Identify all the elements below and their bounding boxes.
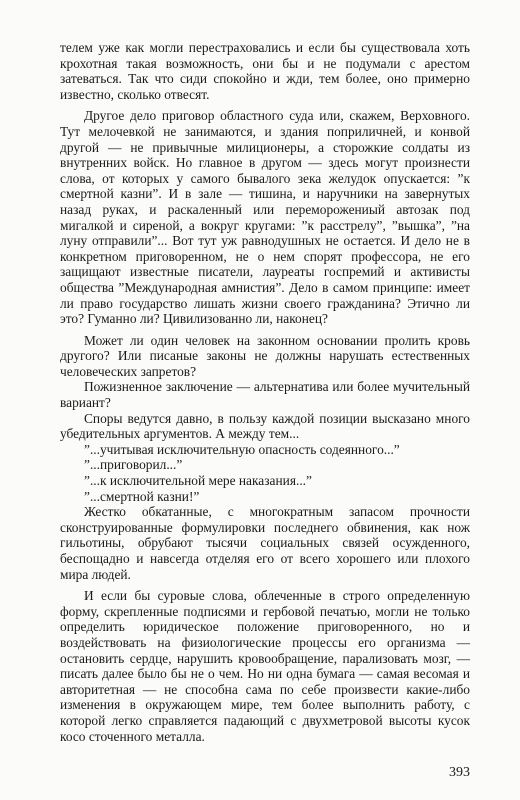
quote-line-4: ”...смертной казни!” <box>84 488 200 504</box>
paragraph-7: И если бы суровые слова, облеченные в строго определенную форму, скрепленные подписями и гербовой печатью, могли не только определить юридическое положение приговоренного, но и воздействовать на физиологические процессы его организма — остановить сердце, нарушить кровообращение, парализовать мозг, — писать далее было бы не о чем. Но ни одна бумага — самая весомая и авторитетная — не способна сама по себе произвести какие-либо изменения в окружающем мире, тем более выполнить работу, с которой легко справляется падающий с двухметровой высоты кусок косо сточенного металла. <box>60 588 470 744</box>
paragraph-5: Споры ведутся давно, в пользу каждой позиции высказано много убедительных аргументов. А между тем... <box>60 410 470 442</box>
paragraph-3: Может ли один человек на законном основании пролить кровь другого? Или писаные законы не должны нарушать естественных человеческих запретов? <box>60 332 470 379</box>
paragraph-2: Другое дело приговор областного суда или, скажем, Верховного. Тут мелочевкой не занимаются, и здания поприличней, и конвой другой — не привычные милиционеры, а сторожкие солдаты из внутренних войск. Но главное в другом — здесь могут произнести слова, от которых у самого бывалого зека желудок опускается: ”к смертной казни”. И в зале — тишина, и наручники на завернутых назад руках, и раскаленный или переморожениый автозак под мигалкой и сиреной, а вокруг кругами: ”к расстрелу”, ”вышка”, ”на луну отправили”... Вот тут уж равнодушных не остается. И дело не в конкретном приговоренном, не о нем спорят профессора, не его защищают известные писатели, лауреаты госпремий и активисты общества ”Международная амнистия”. Дело в самом принципе: имеет ли право государство лишать жизни своего гражданина? Этично ли это? Гуманно ли? Цивилизованно ли, наконец? <box>60 108 470 327</box>
paragraph-6: Жестко обкатанные, с многократным запасом прочности сконструированные формулировки последнего обвинения, как нож гильотины, обрубают тысячи социальных связей осужденного, беспощадно и навсегда отделяя его от всего хорошего или плохого мира людей. <box>60 504 470 582</box>
quote-line-2: ”...приговорил...” <box>84 457 183 473</box>
body-text <box>60 40 470 744</box>
paragraph-4: Пожизненное заключение — альтернатива или более мучительный вариант? <box>60 379 470 411</box>
quote-line-3: ”...к исключительной мере наказания...” <box>84 473 312 489</box>
quote-line-1: ”...учитывая исключительную опасность содеянного...” <box>84 441 400 457</box>
paragraph-1: телем уже как могли перестраховались и если бы существовала хоть крохотная такая возможность, они бы и не подумали с арестом затеваться. Так что сиди спокойно и жди, тем более, оно примерно известно, сколько отвесят. <box>60 40 470 102</box>
page-number: 393 <box>449 765 470 780</box>
